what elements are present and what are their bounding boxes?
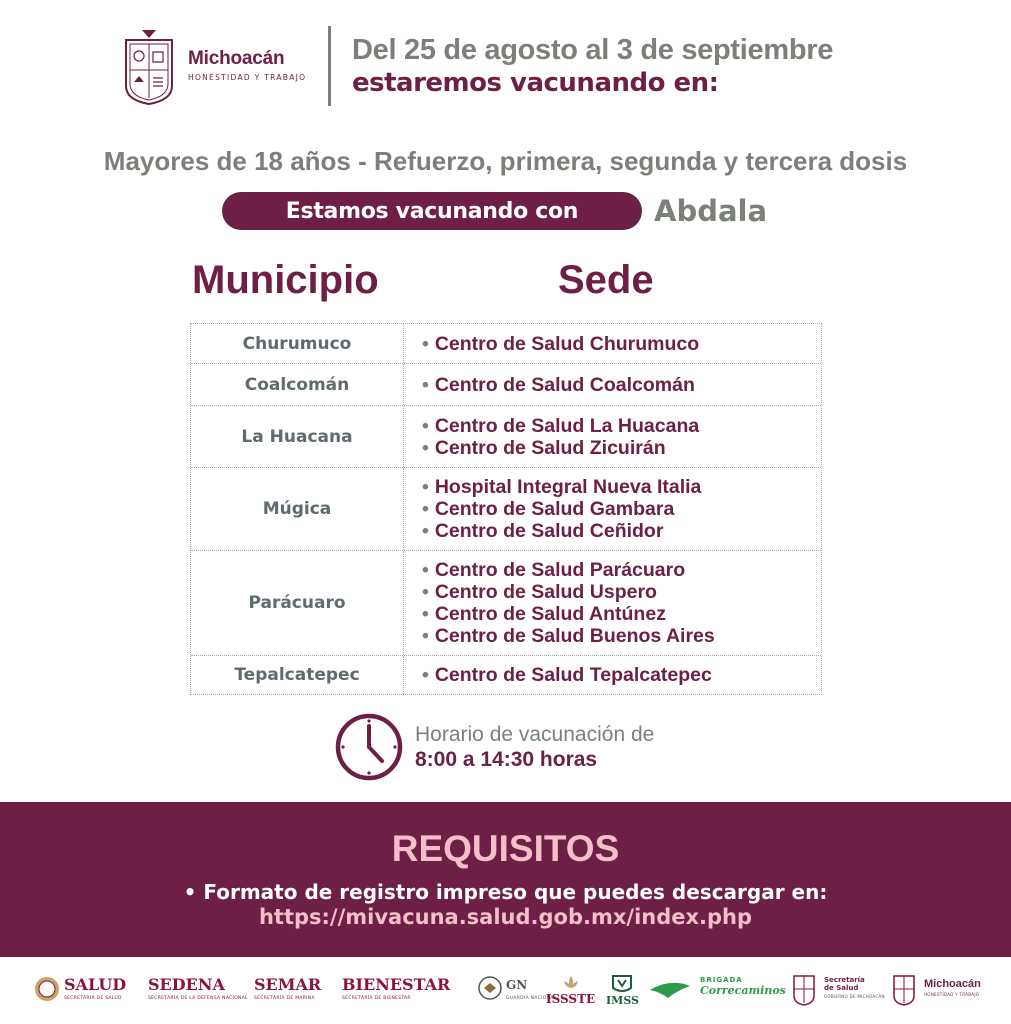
- logo-secretaria-salud: [792, 972, 885, 999]
- logo-salud: [34, 976, 126, 1001]
- bullet: •: [422, 436, 429, 459]
- sede-name: Centro de Salud Uspero: [434, 581, 657, 603]
- semar-name: SEMAR: [254, 975, 322, 994]
- bullet: •: [422, 498, 429, 520]
- brand-motto: HONESTIDAD Y TRABAJO: [188, 73, 307, 82]
- municipio-cell: Parácuaro: [191, 551, 404, 655]
- sede-item: [422, 498, 821, 520]
- sede-item: [422, 559, 821, 581]
- vaccine-banner-pill: Estamos vacunando con: [222, 192, 642, 230]
- municipio-cell: Tepalcatepec: [191, 656, 404, 694]
- municipio-cell: Coalcomán: [191, 364, 404, 405]
- table-row: [191, 406, 821, 468]
- sites-table: [190, 323, 822, 695]
- gn-sub: GUARDIA NACIONAL: [506, 996, 557, 1001]
- logo-issste: [546, 974, 595, 1006]
- brigada-name: Correcaminos: [700, 984, 786, 997]
- table-row: [191, 364, 821, 406]
- bullet: •: [422, 520, 429, 542]
- table-row: [191, 656, 821, 694]
- sede-name: Centro de Salud Churumuco: [434, 332, 700, 355]
- gn-seal-icon: [478, 976, 502, 1000]
- brigada-top: BRIGADA: [700, 976, 743, 984]
- schedule-label: Horario de vacunación de: [415, 723, 655, 746]
- sede-name: Centro de Salud Parácuaro: [434, 559, 686, 581]
- sede-item: [422, 625, 821, 647]
- sede-item: [422, 581, 821, 603]
- bullet: •: [422, 476, 429, 498]
- audience-text: Mayores de 18 años - Refuerzo, primera, segunda y tercera dosis: [103, 146, 908, 176]
- bienestar-name: BIENESTAR: [342, 975, 451, 994]
- header-divider: [328, 26, 331, 106]
- sede-item: [422, 520, 821, 542]
- sede-cell: [404, 468, 821, 550]
- sede-name: Centro de Salud Gambara: [434, 498, 675, 520]
- requirements-title: REQUISITOS: [391, 828, 620, 869]
- brand: [188, 48, 306, 82]
- brand-name: Michoacán: [188, 48, 285, 69]
- vaccine-name: Abdala: [654, 194, 768, 228]
- secretaria-line2: de Salud: [824, 984, 859, 992]
- michoacan-footer-crest-icon: [892, 972, 916, 1006]
- column-header-municipio: Municipio: [192, 258, 379, 302]
- michoacan-footer-name: Michoacán: [924, 978, 981, 990]
- sede-item: [422, 664, 821, 686]
- logo-imss: [606, 974, 639, 1007]
- sede-cell: [404, 656, 821, 694]
- sede-item: [422, 603, 821, 625]
- sede-item: [422, 415, 821, 437]
- issste-flower-icon: [561, 974, 581, 992]
- dates-line: Del 25 de agosto al 3 de septiembre: [352, 34, 834, 66]
- salud-seal-icon: [34, 976, 60, 1002]
- logo-gn: [478, 976, 556, 1001]
- sede-item: [422, 333, 821, 355]
- sede-item: [422, 374, 821, 396]
- municipio-cell: Múgica: [191, 468, 404, 550]
- requirements-link[interactable]: https://mivacuna.salud.gob.mx/index.php: [258, 905, 753, 929]
- sede-name: Centro de Salud Coalcomán: [434, 373, 695, 396]
- sede-item: [422, 437, 821, 459]
- bullet: •: [422, 603, 429, 625]
- bullet: •: [422, 332, 429, 355]
- sede-name: Centro de Salud Tepalcatepec: [434, 664, 712, 686]
- header: [0, 0, 1011, 120]
- issste-name: ISSSTE: [546, 992, 596, 1006]
- schedule-hours: 8:00 a 14:30 horas: [415, 748, 598, 771]
- sede-name: Centro de Salud Buenos Aires: [434, 625, 715, 647]
- sede-name: Centro de Salud Zicuirán: [434, 436, 666, 459]
- sede-name: Centro de Salud Antúnez: [434, 603, 666, 625]
- table-row: [191, 551, 821, 656]
- table-row: [191, 468, 821, 551]
- imss-name: IMSS: [606, 994, 639, 1007]
- sede-cell: [404, 406, 821, 467]
- sede-cell: [404, 551, 821, 655]
- sede-name: Centro de Salud Ceñidor: [434, 520, 664, 542]
- sede-item: [422, 476, 821, 498]
- municipio-cell: Churumuco: [191, 324, 404, 363]
- sede-name: Hospital Integral Nueva Italia: [434, 476, 702, 498]
- bullet: •: [422, 664, 429, 686]
- salud-name: SALUD: [64, 975, 127, 994]
- subtitle: estaremos vacunando en:: [352, 68, 719, 98]
- footer-logos: [0, 960, 1011, 1024]
- sede-cell: [404, 324, 821, 363]
- bullet: •: [422, 625, 429, 647]
- bullet: •: [422, 373, 429, 396]
- correcaminos-icon: [648, 976, 692, 1002]
- secretaria-line1: Secretaría: [824, 976, 865, 984]
- imss-eagle-icon: [611, 974, 633, 994]
- bullet: •: [422, 559, 429, 581]
- bullet: •: [422, 581, 429, 603]
- sede-name: Centro de Salud La Huacana: [434, 414, 700, 437]
- secretaria-sub: GOBIERNO DE MICHOACÁN: [824, 994, 885, 999]
- logo-semar: [254, 976, 321, 1001]
- clock-icon: [334, 712, 404, 782]
- logo-michoacan: [892, 972, 981, 997]
- secretaria-crest-icon: [792, 972, 816, 1006]
- bullet: •: [422, 414, 429, 437]
- semar-sub: SECRETARÍA DE MARINA: [254, 996, 315, 1001]
- salud-sub: SECRETARÍA DE SALUD: [64, 996, 122, 1001]
- logo-bienestar: [342, 976, 450, 1001]
- michoacan-crest-icon: [122, 26, 176, 106]
- logo-brigada: [648, 976, 786, 997]
- sede-cell: [404, 364, 821, 405]
- table-row: [191, 324, 821, 364]
- sedena-sub: SECRETARÍA DE LA DEFENSA NACIONAL: [148, 996, 248, 1001]
- bienestar-sub: SECRETARÍA DE BIENESTAR: [342, 996, 411, 1001]
- logo-sedena: [148, 976, 248, 1001]
- gn-name: GN: [506, 978, 528, 992]
- sedena-name: SEDENA: [148, 975, 225, 994]
- michoacan-footer-sub: HONESTIDAD Y TRABAJO: [924, 992, 980, 997]
- column-header-sede: Sede: [558, 258, 654, 302]
- municipio-cell: La Huacana: [191, 406, 404, 467]
- requirements-item: • Formato de registro impreso que puedes descargar en:: [183, 880, 828, 904]
